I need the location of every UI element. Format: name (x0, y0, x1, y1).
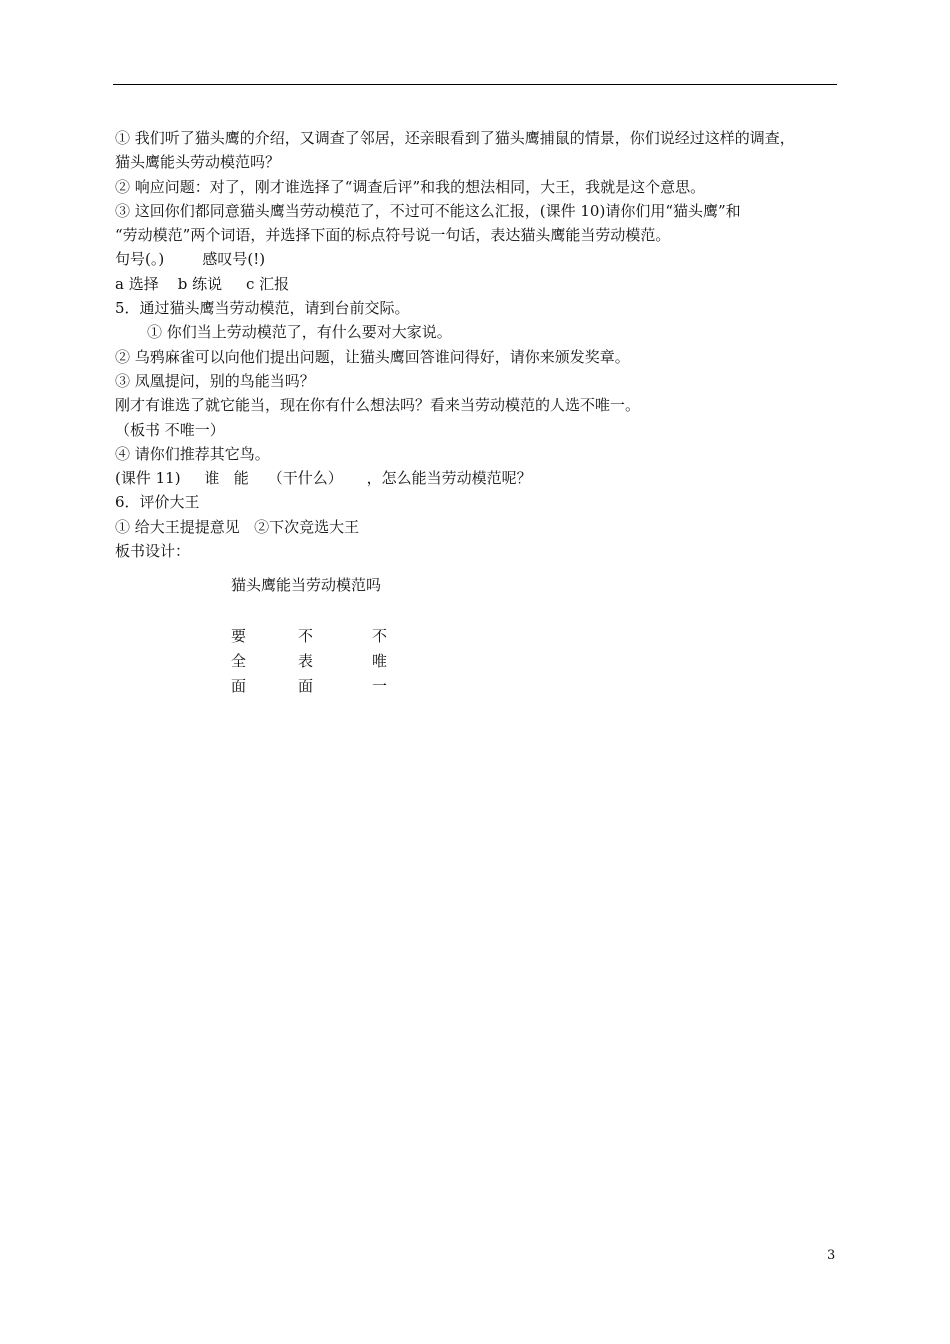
board-column-1 (231, 624, 251, 699)
board-char: 唯 (372, 652, 388, 670)
page-number: 3 (827, 1248, 836, 1263)
line-punctuation: 句号(。) 感叹号(!) (115, 250, 266, 269)
line-4: ③ 这回你们都同意猫头鹰当劳动模范了，不过可不能这么汇报，(课件 10)请你们用“猫头鹰”和 (115, 201, 741, 220)
board-char: 要 (231, 627, 247, 645)
section-5-heading: 5．通过猫头鹰当劳动模范，请到台前交际。 (115, 299, 410, 318)
board-char: 表 (298, 652, 314, 670)
line-17: ① 给大王提提意见 ②下次竞选大王 (115, 517, 360, 536)
line-9: ① 你们当上劳动模范了，有什么要对大家说。 (147, 323, 452, 342)
line-11: ③ 凤凰提问，别的鸟能当吗？ (115, 371, 315, 390)
line-1: ① 我们听了猫头鹰的介绍，又调查了邻居，还亲眼看到了猫头鹰捕鼠的情景，你们说经过这样的调查， (115, 129, 795, 147)
board-column-3 (372, 624, 392, 699)
line-10: ② 乌鸦麻雀可以向他们提出问题，让猫头鹰回答谁问得好，请你来颁发奖章。 (115, 347, 630, 366)
board-title: 猫头鹰能当劳动模范吗 (231, 576, 382, 594)
board-char: 全 (231, 652, 247, 670)
line-2: 猫头鹰能头劳动模范吗？ (115, 153, 281, 172)
board-char: 面 (298, 677, 314, 695)
board-column-2 (298, 624, 318, 699)
section-6-heading: 6．评价大王 (115, 493, 200, 512)
board-char: 不 (298, 627, 314, 645)
line-5: “劳动模范”两个词语，并选择下面的标点符号说一句话，表达猫头鹰能当劳动模范。 (115, 226, 671, 245)
board-char: 不 (372, 627, 388, 645)
header-rule (113, 84, 837, 85)
board-char: 一 (372, 677, 388, 695)
line-12: 刚才有谁选了就它能当，现在你有什么想法吗？看来当劳动模范的人选不唯一。 (115, 396, 641, 415)
board-design-label: 板书设计： (115, 542, 191, 561)
line-options: a 选择 b 练说 c 汇报 (115, 274, 290, 293)
line-13: （板书 不唯一） (115, 420, 225, 439)
line-3: ② 响应问题：对了，刚才谁选择了“调查后评”和我的想法相同，大王，我就是这个意思。 (115, 177, 706, 196)
lesson-text (115, 126, 841, 563)
board-char: 面 (231, 677, 247, 695)
line-15: (课件 11) 谁 能 （干什么） ，怎么能当劳动模范呢？ (115, 469, 532, 488)
line-14: ④ 请你们推荐其它鸟。 (115, 444, 270, 463)
